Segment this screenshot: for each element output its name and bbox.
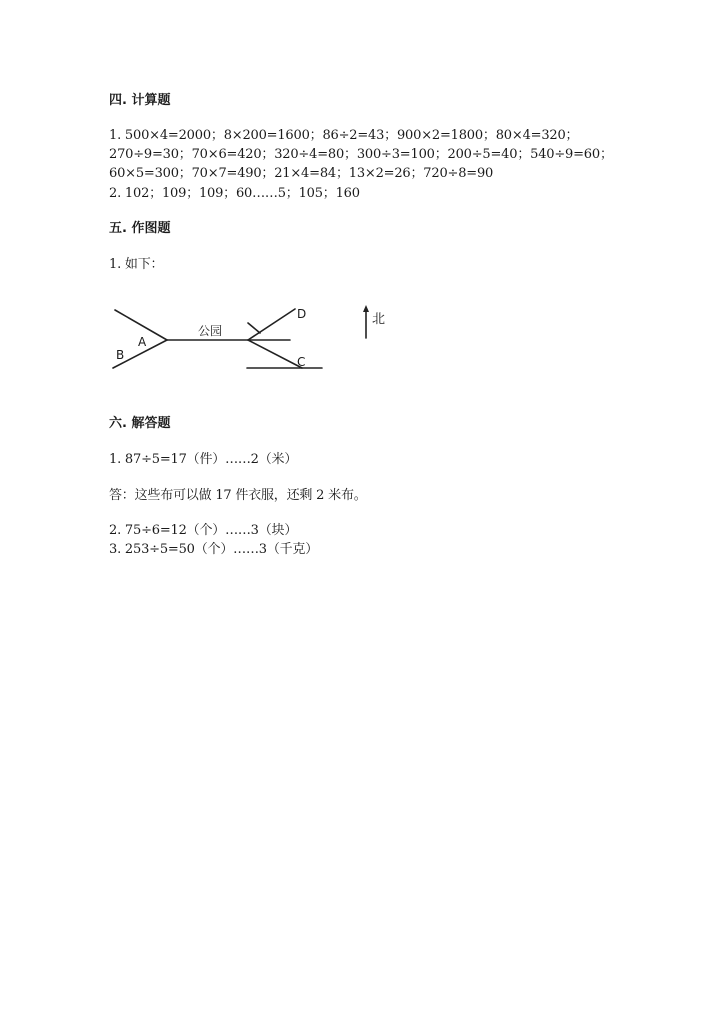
label-a: A — [138, 335, 147, 349]
draw-intro: 1. 如下： — [109, 257, 164, 272]
road-to-c — [248, 340, 302, 368]
d-branch — [248, 323, 260, 333]
label-c: C — [297, 355, 306, 369]
calc-line-1: 1. 500×4=2000；8×200=1600；86÷2=43；900×2=1800；80×4=320； — [109, 128, 579, 143]
calc-line-4: 2. 102；109；109；60……5；105；160 — [109, 186, 360, 201]
calc-line-2: 270÷9=30；70×6=420；320÷4=80；300÷3=100；200÷5=40；540÷9=60； — [109, 147, 613, 162]
answer-q2: 2. 75÷6=12（个）……3（块） — [109, 523, 298, 538]
answer-q1: 1. 87÷5=17（件）……2（米） — [109, 452, 298, 467]
north-arrow-icon — [363, 305, 369, 312]
answer-q3: 3. 253÷5=50（个）……3（千克） — [109, 542, 319, 557]
section-title-draw: 五. 作图题 — [109, 221, 171, 236]
route-map-figure — [100, 295, 400, 375]
calc-line-3: 60×5=300；70×7=490；21×4=84；13×2=26；720÷8=90 — [109, 166, 494, 181]
road-to-d — [248, 309, 295, 340]
label-park: 公园 — [198, 324, 223, 338]
section-title-calc: 四. 计算题 — [109, 93, 171, 108]
label-d: D — [297, 307, 307, 321]
label-north: 北 — [372, 312, 386, 327]
section-title-answer: 六. 解答题 — [109, 416, 171, 431]
label-b: B — [116, 348, 125, 362]
answer-q1-reply: 答：这些布可以做 17 件衣服，还剩 2 米布。 — [109, 488, 367, 503]
